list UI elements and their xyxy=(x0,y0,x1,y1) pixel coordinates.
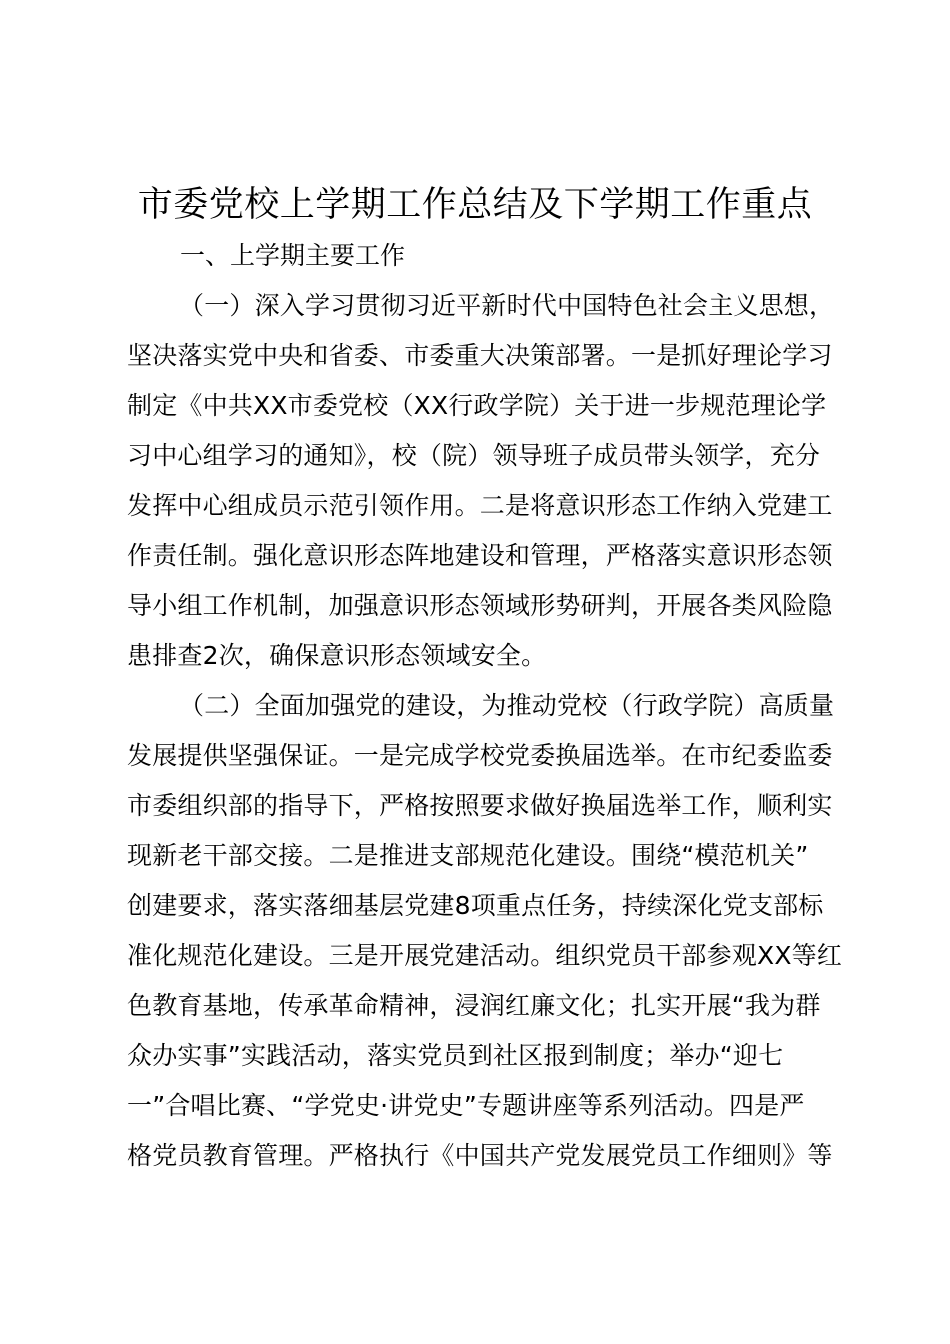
paragraph-line: 众办实事”实践活动，落实党员到社区报到制度；举办“迎七 xyxy=(127,1041,784,1070)
paragraph-line: 习中心组学习的通知》，校（院）领导班子成员带头领学，充分 xyxy=(127,441,821,470)
paragraph-line: 制定《中共XX市委党校（XX行政学院）关于进一步规范理论学 xyxy=(127,391,827,420)
paragraph-line: 创建要求，落实落细基层党建8项重点任务，持续深化党支部标 xyxy=(127,891,824,920)
paragraph-1 xyxy=(127,281,857,681)
paragraph-line: 准化规范化建设。三是开展党建活动。组织党员干部参观XX等红 xyxy=(127,941,843,970)
paragraph-line: 作责任制。强化意识形态阵地建设和管理，严格落实意识形态领 xyxy=(127,541,833,570)
paragraph-line: 市委组织部的指导下，严格按照要求做好换届选举工作，顺利实 xyxy=(127,791,833,820)
paragraph-line: 一”合唱比赛、“学党史·讲党史”专题讲座等系列活动。四是严 xyxy=(127,1091,805,1120)
paragraph-line: 格党员教育管理。严格执行《中国共产党发展党员工作细则》等 xyxy=(127,1141,833,1170)
paragraph-line: （二）全面加强党的建设，为推动党校（行政学院）高质量 xyxy=(179,691,835,720)
paragraph-line: （一）深入学习贯彻习近平新时代中国特色社会主义思想， xyxy=(179,291,835,320)
paragraph-line: 坚决落实党中央和省委、市委重大决策部署。一是抓好理论学习 xyxy=(127,341,833,370)
paragraph-line: 色教育基地，传承革命精神，浸润红廉文化；扎实开展“我为群 xyxy=(127,991,821,1020)
paragraph-line: 发挥中心组成员示范引领作用。二是将意识形态工作纳入党建工 xyxy=(127,491,833,520)
paragraph-line: 患排查2次，确保意识形态领域安全。 xyxy=(127,641,547,670)
paragraph-line: 发展提供坚强保证。一是完成学校党委换届选举。在市纪委监委 xyxy=(127,741,833,770)
paragraph-line: 导小组工作机制，加强意识形态领域形势研判，开展各类风险隐 xyxy=(127,591,833,620)
paragraph-2 xyxy=(127,681,857,1181)
section-heading: 一、上学期主要工作 xyxy=(180,241,406,270)
document-title: 市委党校上学期工作总结及下学期工作重点 xyxy=(137,185,813,225)
paragraph-line: 现新老干部交接。二是推进支部规范化建设。围绕“模范机关” xyxy=(127,841,809,870)
